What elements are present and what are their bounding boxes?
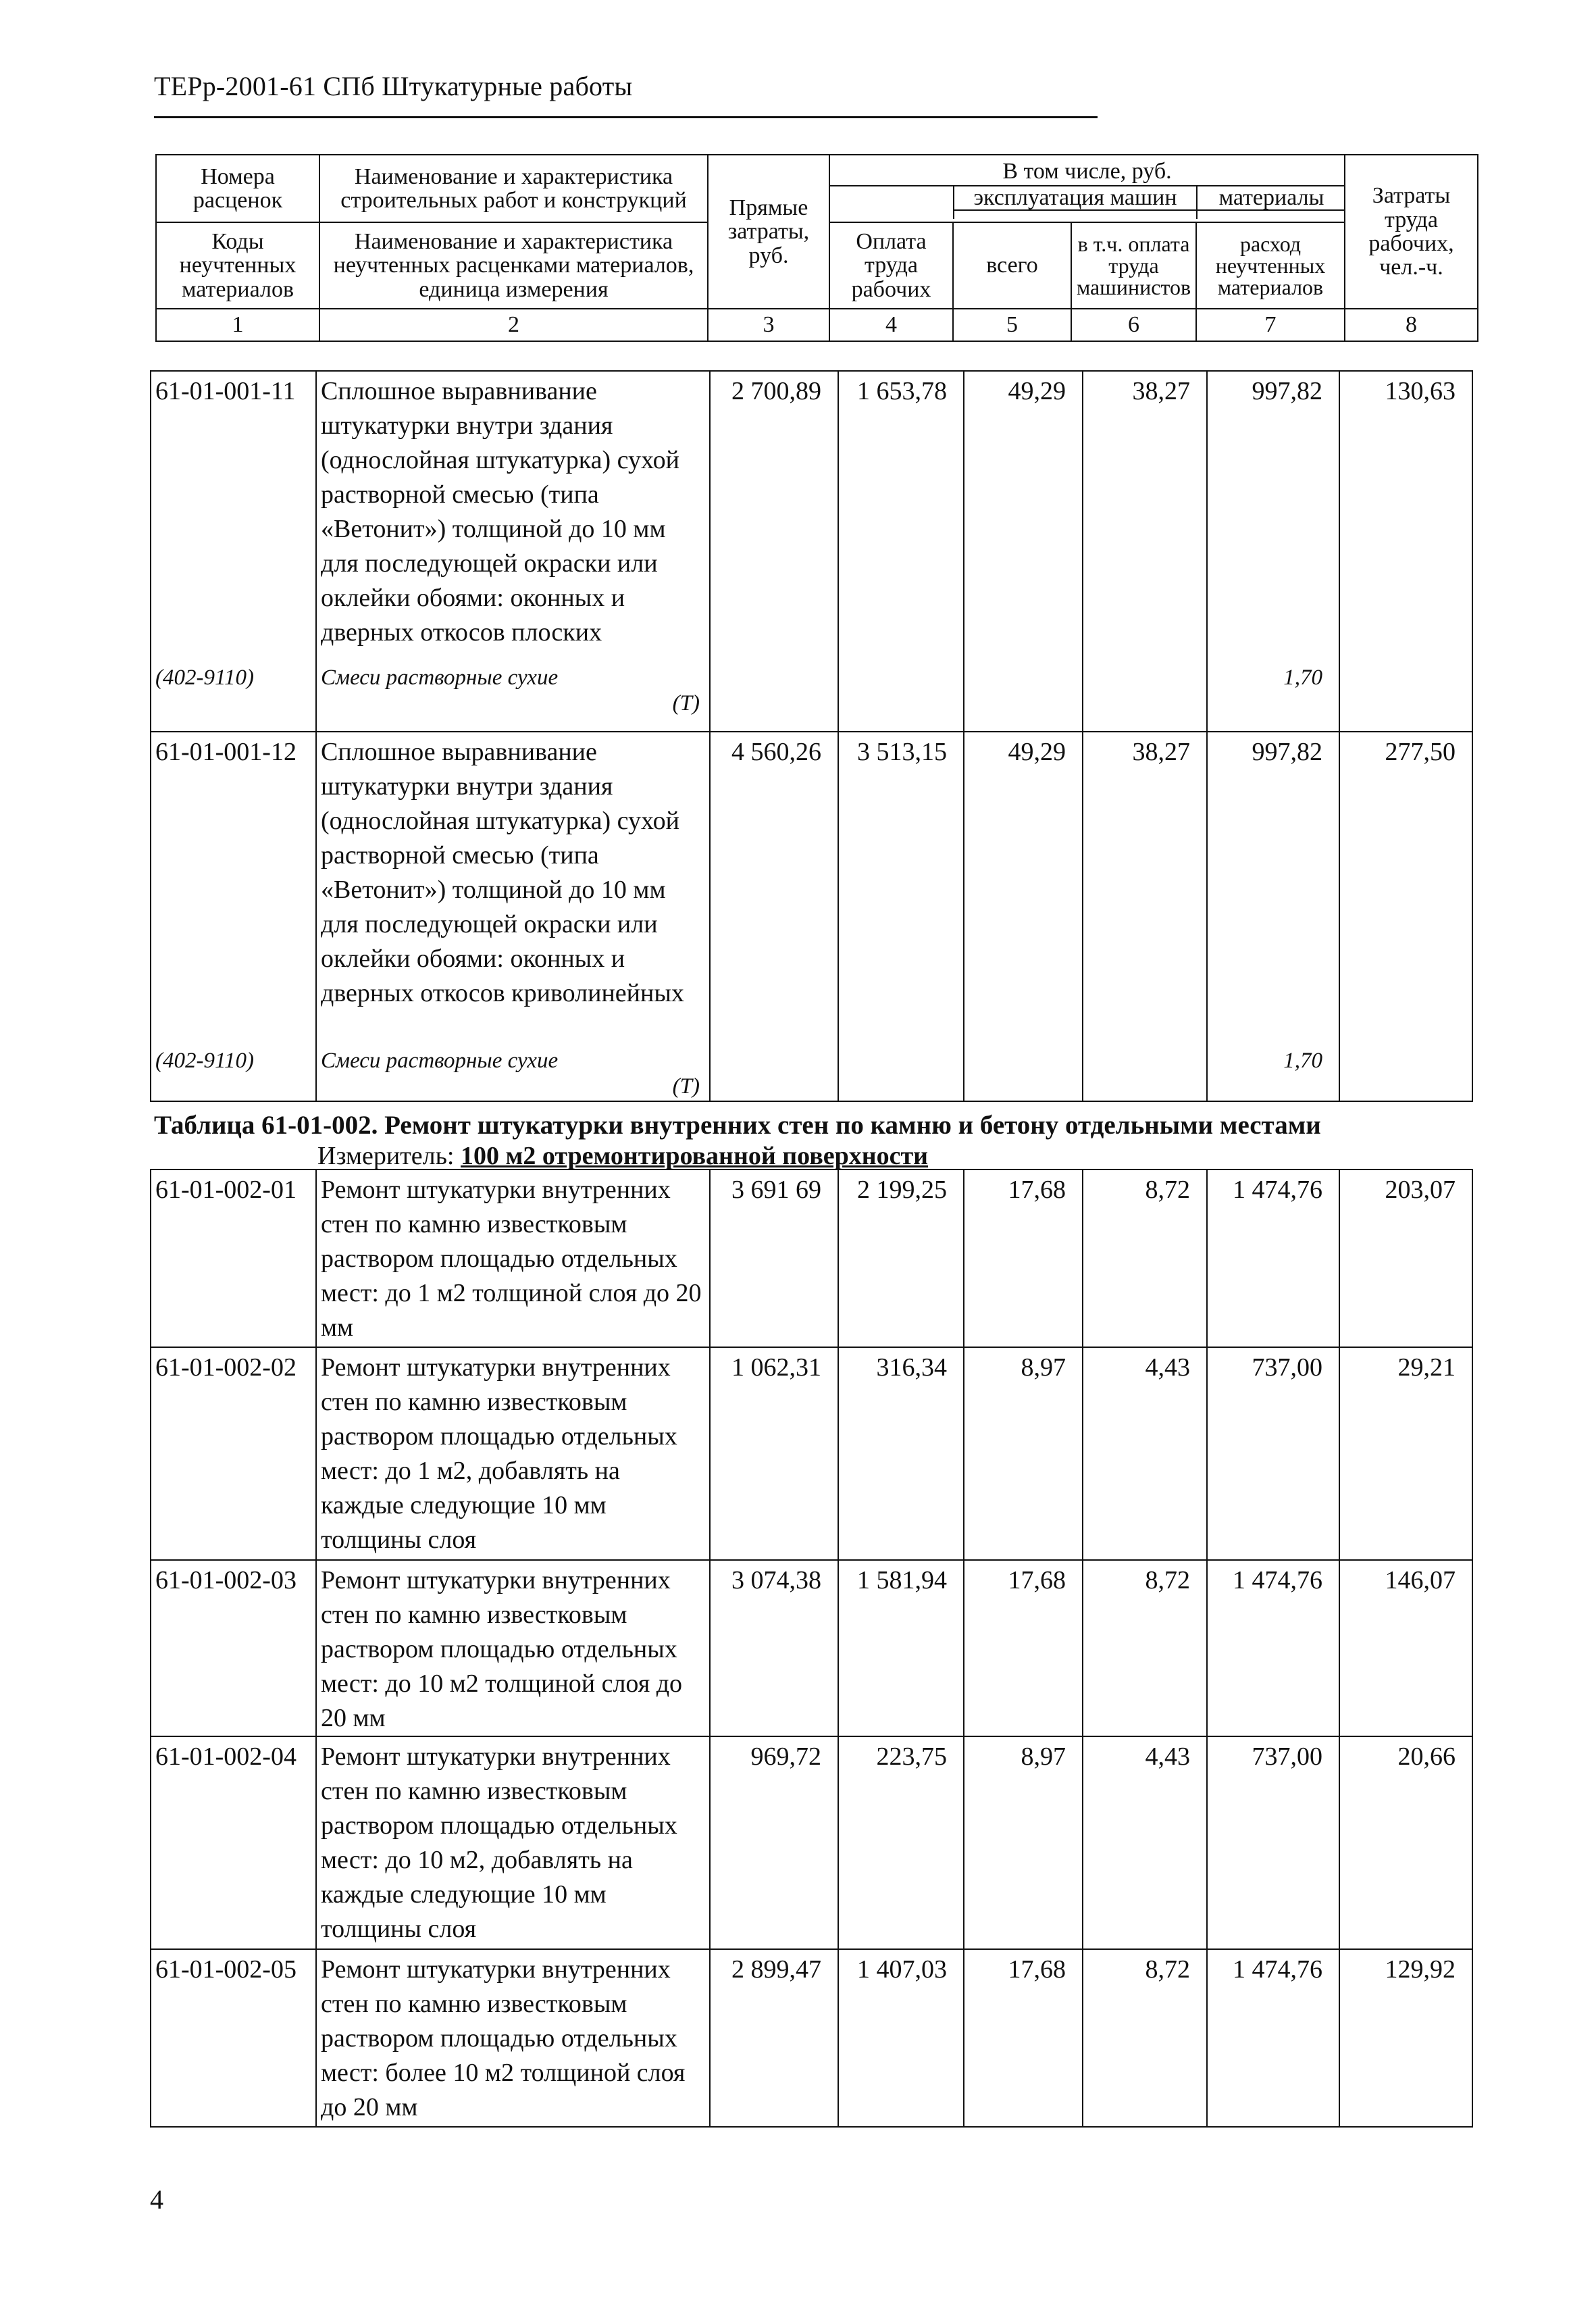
- col-2-bottom-header: Наименование и характеристика неучтенных расценками материалов, единица измерения: [319, 222, 708, 309]
- material-name: Смеси растворные сухие: [321, 665, 559, 690]
- measurement-label: Измеритель:: [317, 1142, 455, 1170]
- machine-operator-cost: 4,43: [1083, 1736, 1207, 1949]
- materials-cost: 1 474,76: [1207, 1560, 1339, 1736]
- machine-operator-cost: 38,27: [1083, 371, 1207, 661]
- table-row: [151, 732, 1472, 1045]
- machine-cost-total: 8,97: [964, 1736, 1083, 1949]
- direct-cost: 1 062,31: [710, 1347, 838, 1560]
- rate-description: Ремонт штукатурки внутренних стен по камню известковым раствором площадью отдельных мест: до 1 м2 толщиной слоя до 20 мм: [316, 1169, 710, 1347]
- machine-operator-cost: 8,72: [1083, 1560, 1207, 1736]
- rate-code: 61-01-001-11: [151, 371, 316, 661]
- rate-code: 61-01-002-05: [151, 1949, 316, 2127]
- labor-cost: 1 581,94: [838, 1560, 964, 1736]
- labor-hours: 277,50: [1339, 732, 1472, 1045]
- col-number-6: 6: [1071, 309, 1196, 341]
- material-row: [151, 1045, 1472, 1101]
- header-rule: [154, 116, 1098, 118]
- machine-operator-cost: 8,72: [1083, 1169, 1207, 1347]
- col-8-header: Затраты труда рабочих, чел.-ч.: [1345, 155, 1478, 309]
- col-number-8: 8: [1345, 309, 1478, 341]
- col-number-1: 1: [156, 309, 319, 341]
- rate-description: Ремонт штукатурки внутренних стен по камню известковым раствором площадью отдельных мест: до 10 м2 толщиной слоя до 20 мм: [316, 1560, 710, 1736]
- labor-cost: 1 653,78: [838, 371, 964, 661]
- materials-cost: 997,82: [1207, 732, 1339, 1045]
- rate-code: 61-01-001-12: [151, 732, 316, 1045]
- labor-cost: 1 407,03: [838, 1949, 964, 2127]
- measurement-unit: [317, 1141, 928, 1171]
- labor-hours: 29,21: [1339, 1347, 1472, 1560]
- labor-cost: 316,34: [838, 1347, 964, 1560]
- rates-table-001: [150, 370, 1473, 1102]
- col-number-4: 4: [829, 309, 953, 341]
- material-code: (402-9110): [151, 661, 316, 732]
- machine-cost-total: 17,68: [964, 1169, 1083, 1347]
- running-title: ТЕРр-2001-61 СПб Штукатурные работы: [154, 71, 633, 101]
- table-title: Таблица 61-01-002. Ремонт штукатурки внутренних стен по камню и бетону отдельными местами: [154, 1111, 1321, 1140]
- col-number-7: 7: [1196, 309, 1345, 341]
- col-1-top-header: Номера расценок: [156, 155, 319, 222]
- machine-cost-total: 49,29: [964, 371, 1083, 661]
- material-unit: (Т): [672, 691, 700, 715]
- direct-cost: 3 691 69: [710, 1169, 838, 1347]
- machine-cost-total: 17,68: [964, 1560, 1083, 1736]
- labor-cost: 2 199,25: [838, 1169, 964, 1347]
- materials-cost: 1 474,76: [1207, 1949, 1339, 2127]
- rate-code: 61-01-002-04: [151, 1736, 316, 1949]
- machine-operator-cost: 8,72: [1083, 1949, 1207, 2127]
- direct-cost: 2 899,47: [710, 1949, 838, 2127]
- labor-cost: 223,75: [838, 1736, 964, 1949]
- col-1-bottom-header: Коды неучтенных материалов: [156, 222, 319, 309]
- rate-code: 61-01-002-03: [151, 1560, 316, 1736]
- materials-cost: 997,82: [1207, 371, 1339, 661]
- table-row: [151, 1949, 1472, 2127]
- material-code: (402-9110): [151, 1045, 316, 1101]
- col-7-header: расход неучтенных материалов: [1196, 222, 1345, 309]
- direct-cost: 969,72: [710, 1736, 838, 1949]
- col-number-3: 3: [708, 309, 829, 341]
- machine-operator-cost: 38,27: [1083, 732, 1207, 1045]
- material-unit: (Т): [672, 1074, 700, 1099]
- labor-hours: 20,66: [1339, 1736, 1472, 1949]
- rate-description: Ремонт штукатурки внутренних стен по камню известковым раствором площадью отдельных мест: более 10 м2 толщиной слоя до 20 мм: [316, 1949, 710, 2127]
- material-row: [151, 661, 1472, 732]
- machine-operator-cost: 4,43: [1083, 1347, 1207, 1560]
- rate-description: Ремонт штукатурки внутренних стен по камню известковым раствором площадью отдельных мест: до 10 м2, добавлять на каждые следующие 10 мм толщины слоя: [316, 1736, 710, 1949]
- table-row: [151, 371, 1472, 661]
- table-row: [151, 1560, 1472, 1736]
- material-name: Смеси растворные сухие: [321, 1049, 559, 1073]
- page-number: 4: [150, 2184, 163, 2215]
- col-5-header: всего: [953, 222, 1071, 309]
- rates-table-002: [150, 1169, 1473, 2128]
- labor-hours: 203,07: [1339, 1169, 1472, 1347]
- rate-description: Сплошное выравнивание штукатурки внутри здания (однослойная штукатурка) сухой растворной смесью (типа «Ветонит») толщиной до 10 мм для последующей окраски или оклейки обоями: оконных и дверных откосов плоских: [316, 371, 710, 661]
- col-number-5: 5: [953, 309, 1071, 341]
- column-header-table: [155, 154, 1478, 342]
- material-quantity: 1,70: [1207, 1045, 1339, 1101]
- material-quantity: 1,70: [1207, 661, 1339, 732]
- col-3-header: Прямые затраты, руб.: [708, 155, 829, 309]
- col-4-header: Оплата труда рабочих: [829, 222, 953, 309]
- measurement-value: 100 м2 отремонтированной поверхности: [461, 1142, 929, 1170]
- labor-hours: 129,92: [1339, 1949, 1472, 2127]
- labor-hours: 146,07: [1339, 1560, 1472, 1736]
- machine-cost-total: 8,97: [964, 1347, 1083, 1560]
- col-6-header: в т.ч. оплата труда машинистов: [1071, 222, 1196, 309]
- table-row: [151, 1169, 1472, 1347]
- including-group-header: В том числе, руб.: [830, 158, 1344, 186]
- rate-code: 61-01-002-01: [151, 1169, 316, 1347]
- col-number-2: 2: [319, 309, 708, 341]
- machines-group-header: эксплуатация машин: [954, 186, 1197, 210]
- direct-cost: 2 700,89: [710, 371, 838, 661]
- materials-cost: 737,00: [1207, 1736, 1339, 1949]
- machine-cost-total: 17,68: [964, 1949, 1083, 2127]
- table-row: [151, 1347, 1472, 1560]
- direct-cost: 3 074,38: [710, 1560, 838, 1736]
- materials-group-header: материалы: [1197, 186, 1345, 210]
- materials-cost: 1 474,76: [1207, 1169, 1339, 1347]
- rate-code: 61-01-002-02: [151, 1347, 316, 1560]
- labor-cost: 3 513,15: [838, 732, 964, 1045]
- machine-cost-total: 49,29: [964, 732, 1083, 1045]
- rate-description: Ремонт штукатурки внутренних стен по камню известковым раствором площадью отдельных мест: до 1 м2, добавлять на каждые следующие 10 мм толщины слоя: [316, 1347, 710, 1560]
- labor-hours: 130,63: [1339, 371, 1472, 661]
- table-row: [151, 1736, 1472, 1949]
- rate-description: Сплошное выравнивание штукатурки внутри здания (однослойная штукатурка) сухой растворной смесью (типа «Ветонит») толщиной до 10 мм для последующей окраски или оклейки обоями: оконных и дверных откосов криволинейных: [316, 732, 710, 1045]
- col-2-top-header: Наименование и характеристика строительных работ и конструкций: [319, 155, 708, 222]
- materials-cost: 737,00: [1207, 1347, 1339, 1560]
- direct-cost: 4 560,26: [710, 732, 838, 1045]
